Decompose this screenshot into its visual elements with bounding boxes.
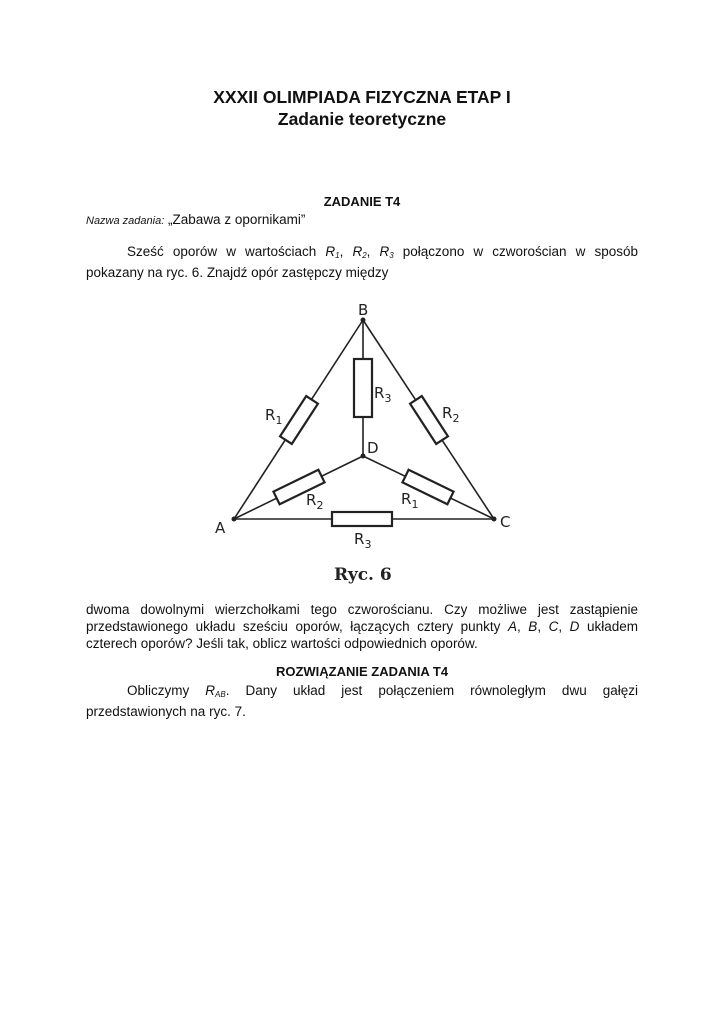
solution-heading: ROZWIĄZANIE ZADANIA T4 bbox=[275, 664, 449, 679]
vertex-label-d: D bbox=[367, 439, 379, 457]
task-name-label: Nazwa zadania: bbox=[86, 215, 165, 227]
intro-text-end: połączono w czworościan w sposób pokazany na ryc. 6. Znajdź opór zastępczy między bbox=[86, 244, 638, 280]
solution-paragraph bbox=[86, 682, 638, 720]
solution-text-start: Obliczymy bbox=[127, 683, 206, 698]
resistor-r3-ac bbox=[332, 512, 392, 526]
task-name-value: „Zabawa z opornikami” bbox=[168, 212, 306, 227]
label-r2-bc: $R_2$ bbox=[442, 404, 460, 425]
document-title: XXXII OLIMPIADA FIZYCZNA ETAP I bbox=[213, 87, 511, 107]
label-r3-ac: $R_3$ bbox=[354, 530, 372, 551]
vertex-label-a: A bbox=[215, 519, 226, 537]
task-name bbox=[86, 211, 305, 230]
continuation-text-start: dwoma dowolnymi wierzchołkami tego czworościanu. Czy możliwe jest zastąpienie przedstawionego układu sześciu oporów, łączących cztery punkty bbox=[86, 602, 638, 634]
resistor-r1-ab bbox=[280, 396, 318, 444]
intro-text-start: Sześć oporów w wartościach bbox=[127, 244, 326, 259]
symbol-rab: $R_{AB}$ bbox=[205, 683, 226, 699]
solution-text-end: . Dany układ jest połączeniem równoległym dwu gałęzi przedstawionych na ryc. 7. bbox=[86, 683, 638, 719]
node-d bbox=[361, 454, 366, 459]
label-r1-ab: $R_1$ bbox=[265, 406, 283, 427]
node-c bbox=[492, 517, 497, 522]
tetrahedron-circuit-diagram bbox=[210, 298, 530, 590]
document-subtitle: Zadanie teoretyczne bbox=[277, 109, 447, 129]
label-r2-ad: $R_2$ bbox=[306, 491, 324, 512]
point-b: B bbox=[528, 619, 538, 634]
task-continuation-paragraph: dwoma dowolnymi wierzchołkami tego czworościanu. Czy możliwe jest zastąpienie przedstawionego układu sześciu oporów, łączących cztery punkty A, B, C, D układem czterech oporów? Jeśli tak, oblicz wartości odpowiednich oporów. bbox=[86, 602, 638, 651]
point-d: D bbox=[569, 619, 580, 634]
node-a bbox=[232, 517, 237, 522]
point-a: A bbox=[507, 619, 517, 634]
vertex-label-c: C bbox=[500, 513, 511, 531]
symbol-r2: $R_2$ bbox=[352, 244, 367, 260]
continuation-text-end: układem czterech oporów? Jeśli tak, oblicz wartości odpowiednich oporów. bbox=[86, 619, 638, 651]
figure-ryc-6 bbox=[210, 298, 530, 590]
vertex-label-b: B bbox=[358, 301, 369, 319]
task-intro-paragraph: Sześć oporów w wartościach $R_1$, $R_2$, $R_3$ połączono w czworościan w sposób pokazany na ryc. 6. Znajdź opór zastępczy między bbox=[86, 244, 638, 280]
resistor-r3-bd bbox=[354, 359, 372, 417]
symbol-r1: $R_1$ bbox=[325, 244, 340, 260]
label-r1-dc: $R_1$ bbox=[401, 490, 419, 511]
figure-caption: Ryc. 6 bbox=[334, 565, 392, 585]
label-r3-bd: $R_3$ bbox=[374, 384, 392, 405]
symbol-r3: $R_3$ bbox=[379, 244, 394, 260]
task-heading: ZADANIE T4 bbox=[323, 194, 401, 209]
point-c: C bbox=[548, 619, 559, 634]
